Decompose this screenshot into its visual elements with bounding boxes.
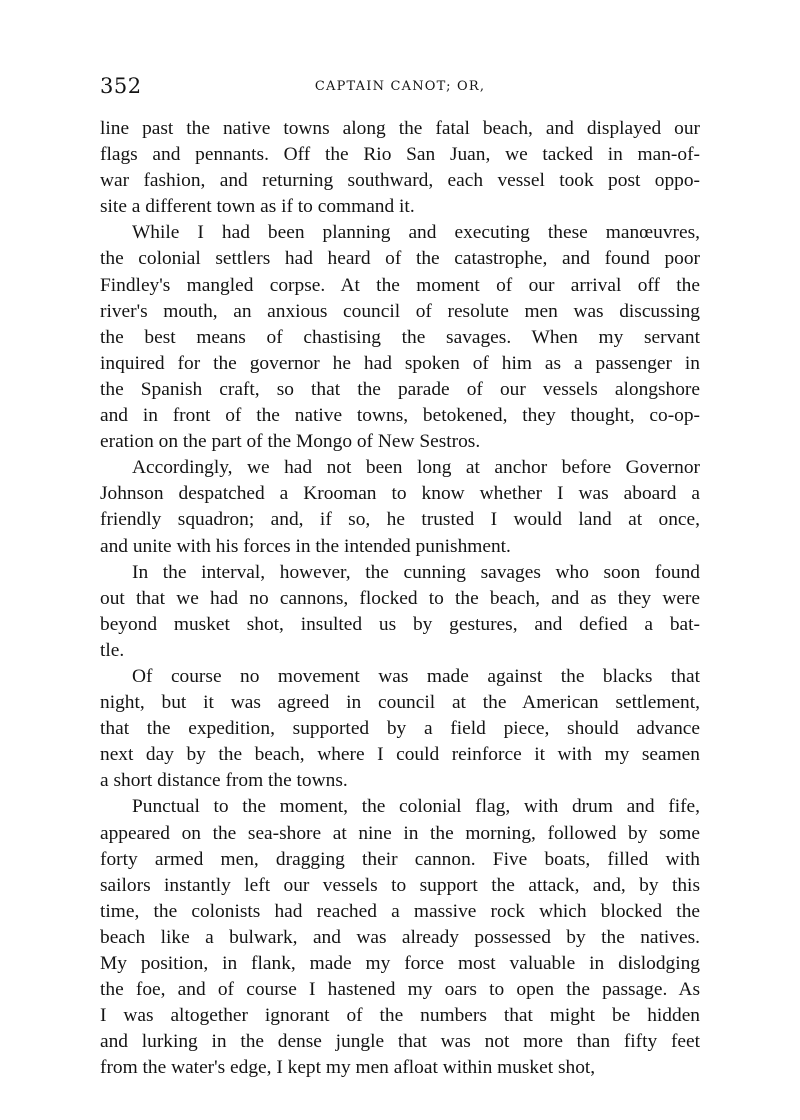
text-line: Punctual to the moment, the colonial flag, with drum and fife, xyxy=(132,796,700,818)
text-line: time, the colonists had reached a massive rock which blocked the xyxy=(100,900,700,922)
text-line: forty armed men, dragging their cannon. Five boats, filled with xyxy=(100,848,700,870)
paragraph xyxy=(100,455,700,559)
text-line: beyond musket shot, insulted us by gestures, and defied a bat- xyxy=(100,613,700,635)
text-line: tle. xyxy=(100,639,125,661)
text-line: and lurking in the dense jungle that was not more than fifty feet xyxy=(100,1031,700,1053)
text-line: Findley's mangled corpse. At the moment of our arrival off the xyxy=(100,274,700,296)
running-title: CAPTAIN CANOT; OR, xyxy=(314,79,486,94)
text-line: line past the native towns along the fatal beach, and displayed our xyxy=(100,118,700,139)
text-line: flags and pennants. Off the Rio San Juan, we tacked in man-of- xyxy=(100,144,700,166)
page-number: 352 xyxy=(100,74,142,98)
text-line: next day by the beach, where I could reinforce it with my seamen xyxy=(100,744,700,766)
body-text xyxy=(100,116,700,1081)
text-line: While I had been planning and executing these manœuvres, xyxy=(132,222,700,244)
text-line: river's mouth, an anxious council of resolute men was discussing xyxy=(100,300,700,322)
page-header xyxy=(100,74,700,102)
text-line: the colonial settlers had heard of the catastrophe, and found poor xyxy=(100,248,700,270)
text-line: a short distance from the towns. xyxy=(100,770,348,792)
text-line: Accordingly, we had not been long at anchor before Governor xyxy=(132,457,700,479)
text-line: and unite with his forces in the intended punishment. xyxy=(100,535,511,557)
paragraph xyxy=(100,116,700,220)
text-line: from the water's edge, I kept my men afloat within musket shot, xyxy=(100,1057,596,1079)
paragraph xyxy=(100,560,700,664)
text-line: beach like a bulwark, and was already possessed by the natives. xyxy=(100,926,700,948)
text-line: Johnson despatched a Krooman to know whether I was aboard a xyxy=(100,483,700,505)
paragraph xyxy=(100,220,700,455)
text-line: My position, in flank, made my force most valuable in dislodging xyxy=(100,953,700,974)
paragraph xyxy=(100,794,700,1081)
text-line: In the interval, however, the cunning savages who soon found xyxy=(132,561,700,583)
text-line: the foe, and of course I hastened my oars to open the passage. As xyxy=(100,979,700,1001)
text-line: I was altogether ignorant of the numbers that might be hidden xyxy=(100,1005,700,1027)
text-line: site a different town as if to command it. xyxy=(100,196,415,218)
text-line: war fashion, and returning southward, each vessel took post oppo- xyxy=(100,170,700,192)
text-line: out that we had no cannons, flocked to the beach, and as they were xyxy=(100,587,700,609)
text-line: appeared on the sea-shore at nine in the morning, followed by some xyxy=(100,822,700,844)
paragraph xyxy=(100,664,700,794)
text-line: sailors instantly left our vessels to support the attack, and, by this xyxy=(100,874,700,896)
text-line: the Spanish craft, so that the parade of our vessels alongshore xyxy=(100,378,700,400)
text-line: eration on the part of the Mongo of New Sestros. xyxy=(100,431,481,453)
text-line: the best means of chastising the savages. When my servant xyxy=(100,326,700,348)
text-line: Of course no movement was made against the blacks that xyxy=(132,665,700,687)
text-line: and in front of the native towns, betokened, they thought, co-op- xyxy=(100,405,700,427)
text-line: inquired for the governor he had spoken of him as a passenger in xyxy=(100,352,700,374)
text-line: friendly squadron; and, if so, he trusted I would land at once, xyxy=(100,509,700,531)
text-line: that the expedition, supported by a field piece, should advance xyxy=(100,718,700,740)
text-line: night, but it was agreed in council at the American settlement, xyxy=(100,692,700,714)
